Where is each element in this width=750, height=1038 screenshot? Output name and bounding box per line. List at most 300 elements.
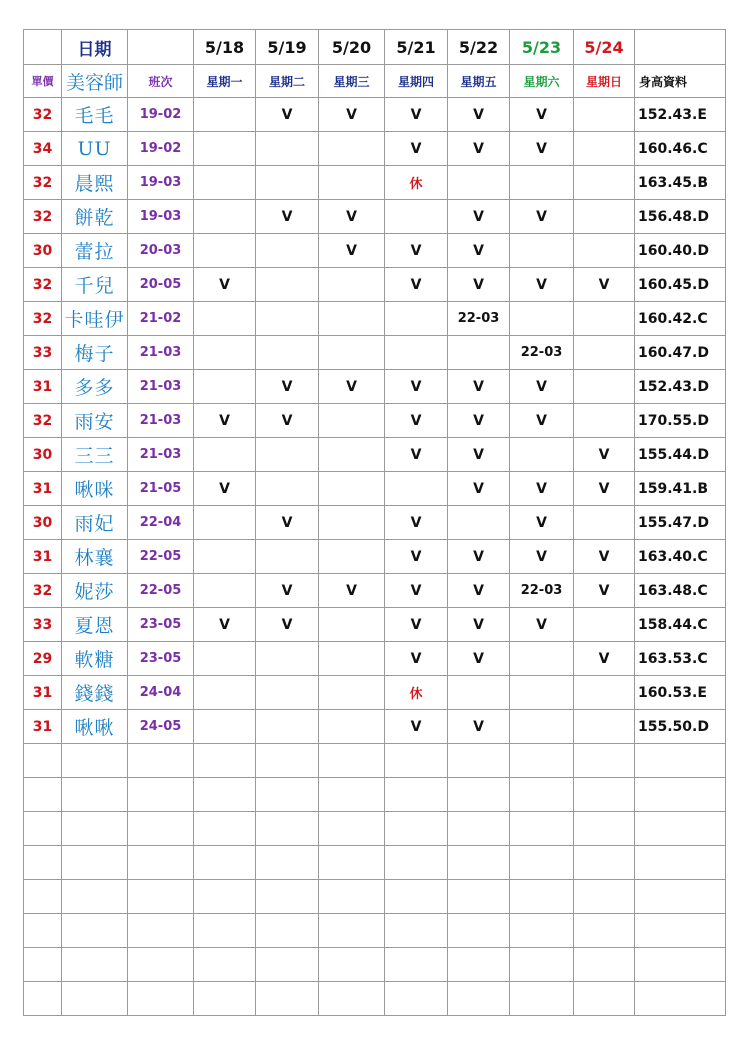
day-cell bbox=[194, 166, 256, 200]
day-cell: V bbox=[385, 132, 448, 166]
price-cell: 32 bbox=[24, 268, 62, 302]
name-cell: 蕾拉 bbox=[62, 234, 128, 268]
name-cell: 啾咪 bbox=[62, 472, 128, 506]
height-cell: 156.48.D bbox=[635, 200, 726, 234]
weekday-header: 星期三 bbox=[319, 65, 385, 98]
day-cell: V bbox=[448, 268, 510, 302]
day-cell: V bbox=[510, 200, 574, 234]
day-cell bbox=[574, 404, 635, 438]
empty-cell bbox=[194, 982, 256, 1016]
price-cell: 33 bbox=[24, 336, 62, 370]
day-cell bbox=[256, 676, 319, 710]
empty-cell bbox=[128, 914, 194, 948]
day-cell bbox=[319, 608, 385, 642]
table-row bbox=[24, 404, 726, 438]
name-cell: 餅乾 bbox=[62, 200, 128, 234]
empty-cell bbox=[319, 778, 385, 812]
day-cell bbox=[194, 540, 256, 574]
weekday-header: 星期五 bbox=[448, 65, 510, 98]
day-cell bbox=[194, 642, 256, 676]
name-cell: UU bbox=[62, 132, 128, 166]
day-cell: V bbox=[574, 540, 635, 574]
empty-cell bbox=[62, 846, 128, 880]
name-cell: 林襄 bbox=[62, 540, 128, 574]
table-row bbox=[24, 506, 726, 540]
height-cell: 158.44.C bbox=[635, 608, 726, 642]
day-cell: V bbox=[385, 710, 448, 744]
day-cell bbox=[256, 234, 319, 268]
table-row bbox=[24, 200, 726, 234]
height-cell: 163.53.C bbox=[635, 642, 726, 676]
empty-cell bbox=[194, 812, 256, 846]
day-cell bbox=[319, 710, 385, 744]
empty-row bbox=[24, 982, 726, 1016]
class-cell: 20-03 bbox=[128, 234, 194, 268]
day-cell: 休 bbox=[385, 676, 448, 710]
price-cell: 29 bbox=[24, 642, 62, 676]
day-cell bbox=[574, 98, 635, 132]
empty-cell bbox=[448, 914, 510, 948]
class-cell: 19-02 bbox=[128, 98, 194, 132]
price-cell: 32 bbox=[24, 166, 62, 200]
day-cell: V bbox=[448, 438, 510, 472]
day-cell bbox=[256, 540, 319, 574]
day-cell: V bbox=[448, 132, 510, 166]
day-cell bbox=[448, 166, 510, 200]
empty-cell bbox=[194, 914, 256, 948]
day-cell: V bbox=[194, 608, 256, 642]
header-blank-cell bbox=[128, 30, 194, 65]
day-cell: V bbox=[385, 506, 448, 540]
date-cell: 5/20 bbox=[319, 30, 385, 65]
day-cell bbox=[510, 710, 574, 744]
price-cell: 32 bbox=[24, 574, 62, 608]
empty-cell bbox=[256, 880, 319, 914]
day-cell bbox=[319, 268, 385, 302]
day-cell bbox=[574, 166, 635, 200]
empty-row bbox=[24, 914, 726, 948]
empty-cell bbox=[24, 880, 62, 914]
class-cell: 22-05 bbox=[128, 574, 194, 608]
day-cell bbox=[256, 166, 319, 200]
date-cell-sunday: 5/24 bbox=[574, 30, 635, 65]
day-cell bbox=[574, 506, 635, 540]
empty-cell bbox=[574, 982, 635, 1016]
date-label: 日期 bbox=[62, 30, 128, 65]
price-cell: 33 bbox=[24, 608, 62, 642]
height-cell: 170.55.D bbox=[635, 404, 726, 438]
header-blank-cell bbox=[24, 30, 62, 65]
day-cell: V bbox=[448, 98, 510, 132]
day-cell: V bbox=[256, 608, 319, 642]
empty-cell bbox=[510, 846, 574, 880]
day-cell bbox=[194, 676, 256, 710]
class-cell: 19-03 bbox=[128, 166, 194, 200]
empty-cell bbox=[24, 846, 62, 880]
day-cell: V bbox=[510, 132, 574, 166]
day-cell: V bbox=[385, 234, 448, 268]
day-cell: V bbox=[385, 574, 448, 608]
day-cell: V bbox=[385, 438, 448, 472]
day-cell: V bbox=[256, 200, 319, 234]
empty-cell bbox=[448, 812, 510, 846]
day-cell: 22-03 bbox=[510, 336, 574, 370]
day-cell bbox=[319, 166, 385, 200]
table-row bbox=[24, 302, 726, 336]
empty-cell bbox=[448, 982, 510, 1016]
day-cell bbox=[256, 438, 319, 472]
class-cell: 21-03 bbox=[128, 438, 194, 472]
empty-row bbox=[24, 880, 726, 914]
day-cell bbox=[510, 676, 574, 710]
day-cell: V bbox=[448, 200, 510, 234]
empty-cell bbox=[128, 812, 194, 846]
day-cell bbox=[448, 336, 510, 370]
day-cell bbox=[319, 676, 385, 710]
day-cell: V bbox=[574, 642, 635, 676]
class-cell: 21-03 bbox=[128, 370, 194, 404]
empty-cell bbox=[635, 880, 726, 914]
price-cell: 34 bbox=[24, 132, 62, 166]
day-cell bbox=[448, 676, 510, 710]
table-row bbox=[24, 574, 726, 608]
class-cell: 23-05 bbox=[128, 608, 194, 642]
empty-cell bbox=[510, 914, 574, 948]
day-cell bbox=[319, 336, 385, 370]
weekday-header-saturday: 星期六 bbox=[510, 65, 574, 98]
empty-cell bbox=[574, 778, 635, 812]
day-cell bbox=[319, 642, 385, 676]
price-cell: 31 bbox=[24, 676, 62, 710]
empty-cell bbox=[319, 880, 385, 914]
empty-cell bbox=[510, 778, 574, 812]
name-column-header: 美容師 bbox=[62, 65, 128, 98]
height-cell: 152.43.D bbox=[635, 370, 726, 404]
day-cell: V bbox=[385, 98, 448, 132]
empty-cell bbox=[256, 948, 319, 982]
empty-cell bbox=[128, 880, 194, 914]
day-cell: V bbox=[510, 472, 574, 506]
weekday-header: 星期二 bbox=[256, 65, 319, 98]
empty-cell bbox=[319, 846, 385, 880]
day-cell: V bbox=[448, 540, 510, 574]
price-cell: 30 bbox=[24, 438, 62, 472]
table-row bbox=[24, 642, 726, 676]
empty-cell bbox=[319, 914, 385, 948]
price-cell: 31 bbox=[24, 370, 62, 404]
day-cell: 22-03 bbox=[510, 574, 574, 608]
day-cell bbox=[319, 540, 385, 574]
height-cell: 155.50.D bbox=[635, 710, 726, 744]
class-cell: 24-05 bbox=[128, 710, 194, 744]
day-cell bbox=[194, 336, 256, 370]
class-cell: 19-02 bbox=[128, 132, 194, 166]
day-cell: V bbox=[385, 268, 448, 302]
empty-cell bbox=[635, 982, 726, 1016]
empty-cell bbox=[385, 914, 448, 948]
empty-cell bbox=[510, 982, 574, 1016]
day-cell: V bbox=[510, 268, 574, 302]
name-cell: 三三 bbox=[62, 438, 128, 472]
empty-cell bbox=[62, 880, 128, 914]
day-cell: V bbox=[448, 574, 510, 608]
class-cell: 22-04 bbox=[128, 506, 194, 540]
day-cell bbox=[194, 132, 256, 166]
day-cell bbox=[319, 472, 385, 506]
day-cell: V bbox=[510, 540, 574, 574]
day-cell bbox=[319, 302, 385, 336]
day-cell: V bbox=[448, 404, 510, 438]
name-cell: 多多 bbox=[62, 370, 128, 404]
day-cell bbox=[448, 506, 510, 540]
day-cell bbox=[574, 336, 635, 370]
name-cell: 錢錢 bbox=[62, 676, 128, 710]
day-cell bbox=[574, 302, 635, 336]
day-cell: 休 bbox=[385, 166, 448, 200]
empty-cell bbox=[62, 914, 128, 948]
day-cell: V bbox=[385, 608, 448, 642]
table-row bbox=[24, 98, 726, 132]
weekday-header: 星期四 bbox=[385, 65, 448, 98]
empty-cell bbox=[448, 846, 510, 880]
day-cell: V bbox=[574, 438, 635, 472]
height-cell: 159.41.B bbox=[635, 472, 726, 506]
price-cell: 31 bbox=[24, 540, 62, 574]
header-blank-cell bbox=[635, 30, 726, 65]
day-cell bbox=[574, 676, 635, 710]
day-cell: V bbox=[574, 472, 635, 506]
day-cell bbox=[194, 200, 256, 234]
day-cell: 22-03 bbox=[448, 302, 510, 336]
day-cell bbox=[574, 200, 635, 234]
empty-cell bbox=[635, 914, 726, 948]
day-cell: V bbox=[385, 404, 448, 438]
empty-row bbox=[24, 778, 726, 812]
class-cell: 24-04 bbox=[128, 676, 194, 710]
class-cell: 21-02 bbox=[128, 302, 194, 336]
day-cell bbox=[510, 234, 574, 268]
empty-cell bbox=[256, 846, 319, 880]
empty-cell bbox=[385, 812, 448, 846]
day-cell bbox=[256, 268, 319, 302]
day-cell bbox=[319, 506, 385, 540]
day-cell bbox=[385, 336, 448, 370]
empty-cell bbox=[256, 914, 319, 948]
table-row bbox=[24, 132, 726, 166]
day-cell: V bbox=[194, 404, 256, 438]
price-column-header: 單價 bbox=[24, 65, 62, 98]
day-cell: V bbox=[448, 370, 510, 404]
height-cell: 163.40.C bbox=[635, 540, 726, 574]
class-column-header: 班次 bbox=[128, 65, 194, 98]
day-cell bbox=[510, 166, 574, 200]
class-cell: 22-05 bbox=[128, 540, 194, 574]
day-cell: V bbox=[448, 642, 510, 676]
date-cell-saturday: 5/23 bbox=[510, 30, 574, 65]
empty-cell bbox=[385, 880, 448, 914]
day-cell: V bbox=[319, 234, 385, 268]
empty-cell bbox=[574, 846, 635, 880]
day-cell bbox=[256, 336, 319, 370]
height-cell: 155.47.D bbox=[635, 506, 726, 540]
price-cell: 31 bbox=[24, 710, 62, 744]
day-cell: V bbox=[319, 574, 385, 608]
table-row bbox=[24, 234, 726, 268]
height-cell: 163.45.B bbox=[635, 166, 726, 200]
empty-cell bbox=[510, 744, 574, 778]
price-cell: 30 bbox=[24, 506, 62, 540]
weekday-header-sunday: 星期日 bbox=[574, 65, 635, 98]
day-cell: V bbox=[448, 234, 510, 268]
empty-cell bbox=[385, 744, 448, 778]
empty-cell bbox=[385, 778, 448, 812]
empty-cell bbox=[62, 982, 128, 1016]
table-row bbox=[24, 166, 726, 200]
height-cell: 160.47.D bbox=[635, 336, 726, 370]
empty-cell bbox=[256, 778, 319, 812]
empty-cell bbox=[635, 948, 726, 982]
header-label-row bbox=[24, 65, 726, 98]
price-cell: 30 bbox=[24, 234, 62, 268]
empty-cell bbox=[194, 948, 256, 982]
empty-cell bbox=[574, 880, 635, 914]
name-cell: 夏恩 bbox=[62, 608, 128, 642]
table-row bbox=[24, 370, 726, 404]
name-cell: 千兒 bbox=[62, 268, 128, 302]
day-cell: V bbox=[385, 370, 448, 404]
empty-cell bbox=[448, 880, 510, 914]
height-cell: 160.45.D bbox=[635, 268, 726, 302]
day-cell bbox=[510, 302, 574, 336]
class-cell: 19-03 bbox=[128, 200, 194, 234]
day-cell bbox=[194, 234, 256, 268]
empty-cell bbox=[256, 744, 319, 778]
day-cell bbox=[574, 710, 635, 744]
empty-cell bbox=[24, 778, 62, 812]
day-cell: V bbox=[448, 710, 510, 744]
empty-cell bbox=[448, 744, 510, 778]
empty-row bbox=[24, 744, 726, 778]
day-cell bbox=[194, 302, 256, 336]
empty-cell bbox=[319, 744, 385, 778]
day-cell: V bbox=[385, 642, 448, 676]
empty-cell bbox=[385, 846, 448, 880]
schedule-table bbox=[23, 29, 726, 1016]
table-row bbox=[24, 540, 726, 574]
day-cell bbox=[194, 710, 256, 744]
day-cell bbox=[194, 506, 256, 540]
day-cell bbox=[385, 472, 448, 506]
day-cell bbox=[256, 472, 319, 506]
name-cell: 卡哇伊 bbox=[62, 302, 128, 336]
day-cell bbox=[194, 98, 256, 132]
empty-cell bbox=[448, 948, 510, 982]
day-cell: V bbox=[510, 370, 574, 404]
day-cell bbox=[574, 608, 635, 642]
day-cell: V bbox=[574, 268, 635, 302]
empty-cell bbox=[128, 846, 194, 880]
day-cell: V bbox=[319, 370, 385, 404]
table-row bbox=[24, 336, 726, 370]
day-cell bbox=[319, 404, 385, 438]
height-cell: 155.44.D bbox=[635, 438, 726, 472]
price-cell: 31 bbox=[24, 472, 62, 506]
empty-cell bbox=[574, 914, 635, 948]
height-cell: 160.53.E bbox=[635, 676, 726, 710]
day-cell bbox=[385, 302, 448, 336]
empty-cell bbox=[194, 846, 256, 880]
empty-cell bbox=[24, 948, 62, 982]
day-cell: V bbox=[256, 370, 319, 404]
day-cell bbox=[510, 438, 574, 472]
empty-cell bbox=[128, 982, 194, 1016]
empty-cell bbox=[62, 812, 128, 846]
empty-cell bbox=[194, 880, 256, 914]
empty-cell bbox=[635, 744, 726, 778]
empty-cell bbox=[319, 812, 385, 846]
empty-cell bbox=[62, 778, 128, 812]
name-cell: 梅子 bbox=[62, 336, 128, 370]
empty-cell bbox=[574, 744, 635, 778]
name-cell: 晨熙 bbox=[62, 166, 128, 200]
day-cell: V bbox=[448, 608, 510, 642]
day-cell: V bbox=[448, 472, 510, 506]
empty-cell bbox=[635, 778, 726, 812]
day-cell bbox=[256, 302, 319, 336]
date-cell: 5/18 bbox=[194, 30, 256, 65]
empty-cell bbox=[128, 744, 194, 778]
name-cell: 雨妃 bbox=[62, 506, 128, 540]
class-cell: 21-03 bbox=[128, 404, 194, 438]
table-row bbox=[24, 472, 726, 506]
day-cell: V bbox=[194, 268, 256, 302]
day-cell bbox=[194, 438, 256, 472]
day-cell bbox=[256, 132, 319, 166]
empty-cell bbox=[128, 948, 194, 982]
empty-cell bbox=[574, 948, 635, 982]
day-cell: V bbox=[256, 404, 319, 438]
empty-cell bbox=[510, 880, 574, 914]
empty-cell bbox=[635, 846, 726, 880]
price-cell: 32 bbox=[24, 404, 62, 438]
table-row bbox=[24, 608, 726, 642]
price-cell: 32 bbox=[24, 98, 62, 132]
height-column-header: 身高資料 bbox=[635, 65, 726, 98]
day-cell: V bbox=[319, 98, 385, 132]
name-cell: 軟糖 bbox=[62, 642, 128, 676]
empty-cell bbox=[448, 778, 510, 812]
price-cell: 32 bbox=[24, 200, 62, 234]
table-row bbox=[24, 710, 726, 744]
name-cell: 妮莎 bbox=[62, 574, 128, 608]
name-cell: 雨安 bbox=[62, 404, 128, 438]
day-cell bbox=[574, 370, 635, 404]
name-cell: 啾啾 bbox=[62, 710, 128, 744]
empty-cell bbox=[510, 948, 574, 982]
day-cell: V bbox=[510, 506, 574, 540]
class-cell: 20-05 bbox=[128, 268, 194, 302]
empty-cell bbox=[319, 948, 385, 982]
day-cell bbox=[385, 200, 448, 234]
empty-cell bbox=[62, 948, 128, 982]
table-row bbox=[24, 438, 726, 472]
header-date-row bbox=[24, 30, 726, 65]
day-cell bbox=[574, 234, 635, 268]
empty-cell bbox=[24, 914, 62, 948]
name-cell: 毛毛 bbox=[62, 98, 128, 132]
day-cell: V bbox=[319, 200, 385, 234]
day-cell: V bbox=[574, 574, 635, 608]
